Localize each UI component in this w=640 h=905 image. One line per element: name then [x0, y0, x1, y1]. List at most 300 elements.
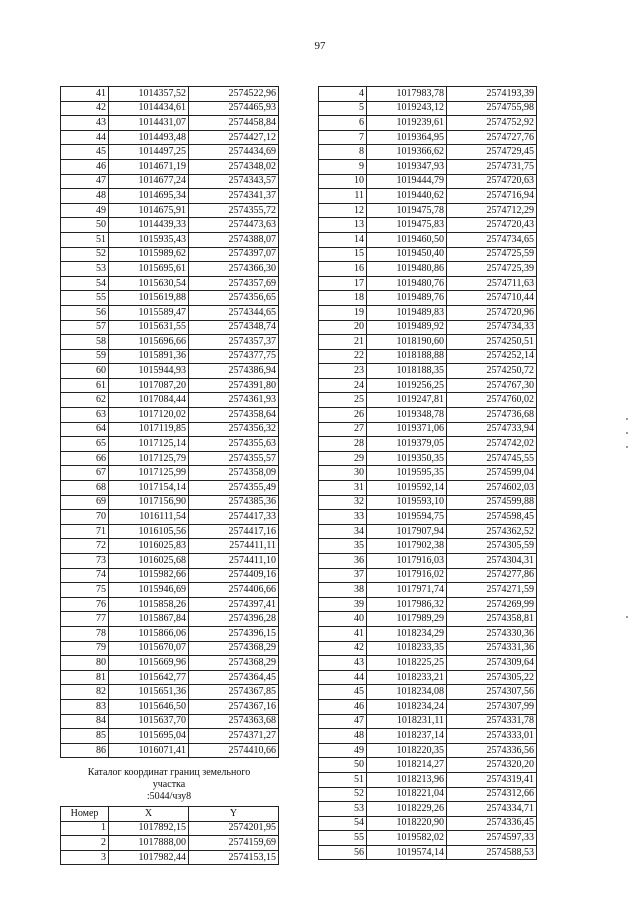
point-number: 66: [61, 451, 109, 466]
table-row: [319, 845, 537, 860]
point-number: 44: [319, 670, 367, 685]
y-coordinate: 2574367,16: [189, 699, 279, 714]
point-number: 8: [319, 145, 367, 160]
x-coordinate: 1015669,96: [109, 656, 189, 671]
x-coordinate: 1019594,75: [367, 510, 447, 525]
y-coordinate: 2574153,15: [189, 850, 279, 865]
point-number: 55: [61, 291, 109, 306]
point-number: 37: [319, 568, 367, 583]
x-coordinate: 1015589,47: [109, 305, 189, 320]
x-coordinate: 1016071,41: [109, 743, 189, 758]
x-coordinate: 1017983,78: [367, 87, 447, 102]
point-number: 40: [319, 612, 367, 627]
y-coordinate: 2574344,65: [189, 305, 279, 320]
y-coordinate: 2574250,72: [447, 364, 537, 379]
y-coordinate: 2574193,39: [447, 87, 537, 102]
margin-mark: [626, 418, 628, 420]
x-coordinate: 1018234,29: [367, 626, 447, 641]
y-coordinate: 2574330,36: [447, 626, 537, 641]
point-number: 80: [61, 656, 109, 671]
table-row: [319, 218, 537, 233]
point-number: 81: [61, 670, 109, 685]
x-coordinate: 1015946,69: [109, 583, 189, 598]
y-coordinate: 2574343,57: [189, 174, 279, 189]
table-row: [319, 583, 537, 598]
point-number: 70: [61, 510, 109, 525]
point-number: 49: [319, 743, 367, 758]
x-coordinate: 1018234,08: [367, 685, 447, 700]
y-coordinate: 2574598,45: [447, 510, 537, 525]
x-coordinate: 1019347,93: [367, 159, 447, 174]
point-number: 61: [61, 378, 109, 393]
y-coordinate: 2574159,69: [189, 836, 279, 851]
point-number: 58: [61, 335, 109, 350]
point-number: 54: [61, 276, 109, 291]
header-y: Y: [189, 807, 279, 822]
table-row: [319, 101, 537, 116]
y-coordinate: 2574434,69: [189, 145, 279, 160]
y-coordinate: 2574334,71: [447, 802, 537, 817]
point-number: 26: [319, 408, 367, 423]
table-row: [319, 758, 537, 773]
y-coordinate: 2574331,78: [447, 714, 537, 729]
point-number: 15: [319, 247, 367, 262]
point-number: 50: [319, 758, 367, 773]
point-number: 32: [319, 495, 367, 510]
y-coordinate: 2574304,31: [447, 554, 537, 569]
x-coordinate: 1014695,34: [109, 189, 189, 204]
x-coordinate: 1019440,62: [367, 189, 447, 204]
point-number: 69: [61, 495, 109, 510]
point-number: 48: [61, 189, 109, 204]
point-number: 42: [319, 641, 367, 656]
x-coordinate: 1019247,81: [367, 393, 447, 408]
x-coordinate: 1015944,93: [109, 364, 189, 379]
table-row: [319, 787, 537, 802]
x-coordinate: 1016025,68: [109, 554, 189, 569]
table-row: [61, 422, 279, 437]
catalog-caption: [60, 767, 278, 803]
y-coordinate: 2574356,32: [189, 422, 279, 437]
table-row: [61, 495, 279, 510]
point-number: 79: [61, 641, 109, 656]
y-coordinate: 2574409,16: [189, 568, 279, 583]
y-coordinate: 2574767,30: [447, 378, 537, 393]
x-coordinate: 1018220,35: [367, 743, 447, 758]
point-number: 76: [61, 597, 109, 612]
table-row: [319, 831, 537, 846]
x-coordinate: 1019379,05: [367, 437, 447, 452]
table-row: [61, 510, 279, 525]
point-number: 72: [61, 539, 109, 554]
point-number: 52: [61, 247, 109, 262]
x-coordinate: 1019480,86: [367, 262, 447, 277]
y-coordinate: 2574410,66: [189, 743, 279, 758]
point-number: 5: [319, 101, 367, 116]
x-coordinate: 1018188,35: [367, 364, 447, 379]
y-coordinate: 2574348,74: [189, 320, 279, 335]
y-coordinate: 2574599,04: [447, 466, 537, 481]
point-number: 16: [319, 262, 367, 277]
table-row: [319, 393, 537, 408]
x-coordinate: 1015989,62: [109, 247, 189, 262]
x-coordinate: 1014675,91: [109, 203, 189, 218]
point-number: 48: [319, 729, 367, 744]
page-number: 97: [314, 40, 326, 52]
point-number: 14: [319, 232, 367, 247]
table-row: [319, 276, 537, 291]
y-coordinate: 2574427,12: [189, 130, 279, 145]
table-row: [319, 743, 537, 758]
x-coordinate: 1017907,94: [367, 524, 447, 539]
table-row: [61, 305, 279, 320]
x-coordinate: 1018214,27: [367, 758, 447, 773]
y-coordinate: 2574397,41: [189, 597, 279, 612]
table-row: [319, 568, 537, 583]
table-row: [61, 378, 279, 393]
table-row: [319, 145, 537, 160]
table-row: [319, 729, 537, 744]
y-coordinate: 2574588,53: [447, 845, 537, 860]
table-row: [319, 670, 537, 685]
catalog-title-line1: Каталог координат границ земельного: [87, 767, 251, 778]
point-number: 33: [319, 510, 367, 525]
y-coordinate: 2574357,37: [189, 335, 279, 350]
point-number: 57: [61, 320, 109, 335]
point-number: 53: [61, 262, 109, 277]
table-row: [61, 524, 279, 539]
y-coordinate: 2574307,99: [447, 699, 537, 714]
y-coordinate: 2574458,84: [189, 116, 279, 131]
table-row: [61, 656, 279, 671]
table-row: [319, 451, 537, 466]
x-coordinate: 1014671,19: [109, 159, 189, 174]
x-coordinate: 1015630,54: [109, 276, 189, 291]
x-coordinate: 1018220,90: [367, 816, 447, 831]
x-coordinate: 1019348,78: [367, 408, 447, 423]
y-coordinate: 2574716,94: [447, 189, 537, 204]
y-coordinate: 2574355,49: [189, 481, 279, 496]
y-coordinate: 2574368,29: [189, 641, 279, 656]
x-coordinate: 1015696,66: [109, 335, 189, 350]
table-row: [61, 743, 279, 758]
table-row: [319, 481, 537, 496]
y-coordinate: 2574725,39: [447, 262, 537, 277]
y-coordinate: 2574312,66: [447, 787, 537, 802]
table-row: [61, 612, 279, 627]
x-coordinate: 1017888,00: [109, 836, 189, 851]
point-number: 25: [319, 393, 367, 408]
point-number: 46: [61, 159, 109, 174]
point-number: 64: [61, 422, 109, 437]
table-row: [319, 262, 537, 277]
point-number: 12: [319, 203, 367, 218]
point-number: 53: [319, 802, 367, 817]
table-row: [61, 451, 279, 466]
x-coordinate: 1019582,02: [367, 831, 447, 846]
x-coordinate: 1017989,29: [367, 612, 447, 627]
table-row: [61, 87, 279, 102]
table-row: [61, 641, 279, 656]
x-coordinate: 1018231,11: [367, 714, 447, 729]
x-coordinate: 1019350,35: [367, 451, 447, 466]
y-coordinate: 2574366,30: [189, 262, 279, 277]
point-number: 47: [319, 714, 367, 729]
y-coordinate: 2574522,96: [189, 87, 279, 102]
y-coordinate: 2574377,75: [189, 349, 279, 364]
y-coordinate: 2574733,94: [447, 422, 537, 437]
x-coordinate: 1014493,48: [109, 130, 189, 145]
x-coordinate: 1019489,83: [367, 305, 447, 320]
point-number: 56: [319, 845, 367, 860]
table-row: [319, 437, 537, 452]
table-row: [319, 554, 537, 569]
table-row: [61, 699, 279, 714]
table-row: [319, 349, 537, 364]
point-number: 4: [319, 87, 367, 102]
x-coordinate: 1015670,07: [109, 641, 189, 656]
y-coordinate: 2574725,59: [447, 247, 537, 262]
table-row: [319, 247, 537, 262]
point-number: 41: [61, 87, 109, 102]
x-coordinate: 1015651,36: [109, 685, 189, 700]
y-coordinate: 2574271,59: [447, 583, 537, 598]
point-number: 52: [319, 787, 367, 802]
y-coordinate: 2574331,36: [447, 641, 537, 656]
table-row: [319, 320, 537, 335]
y-coordinate: 2574391,80: [189, 378, 279, 393]
point-number: 13: [319, 218, 367, 233]
point-number: 44: [61, 130, 109, 145]
table-row: [319, 116, 537, 131]
x-coordinate: 1019593,10: [367, 495, 447, 510]
x-coordinate: 1018237,14: [367, 729, 447, 744]
point-number: 20: [319, 320, 367, 335]
y-coordinate: 2574358,64: [189, 408, 279, 423]
x-coordinate: 1019243,12: [367, 101, 447, 116]
y-coordinate: 2574386,94: [189, 364, 279, 379]
point-number: 46: [319, 699, 367, 714]
x-coordinate: 1015646,50: [109, 699, 189, 714]
x-coordinate: 1015866,06: [109, 626, 189, 641]
point-number: 50: [61, 218, 109, 233]
table-row: [61, 364, 279, 379]
table-row: [319, 189, 537, 204]
y-coordinate: 2574417,16: [189, 524, 279, 539]
y-coordinate: 2574305,22: [447, 670, 537, 685]
y-coordinate: 2574269,99: [447, 597, 537, 612]
table-row: [61, 466, 279, 481]
point-number: 47: [61, 174, 109, 189]
y-coordinate: 2574367,85: [189, 685, 279, 700]
point-number: 85: [61, 729, 109, 744]
point-number: 75: [61, 583, 109, 598]
point-number: 1: [61, 821, 109, 836]
y-coordinate: 2574319,41: [447, 772, 537, 787]
y-coordinate: 2574734,33: [447, 320, 537, 335]
point-number: 34: [319, 524, 367, 539]
point-number: 28: [319, 437, 367, 452]
point-number: 59: [61, 349, 109, 364]
table-row: [319, 772, 537, 787]
point-number: 9: [319, 159, 367, 174]
table-row: [319, 714, 537, 729]
x-coordinate: 1019371,06: [367, 422, 447, 437]
table-row: [61, 218, 279, 233]
table-row: [61, 159, 279, 174]
y-coordinate: 2574729,45: [447, 145, 537, 160]
table-header-row: [61, 807, 279, 822]
table-row: [319, 524, 537, 539]
table-row: [61, 262, 279, 277]
catalog-title-line2: участка: [152, 779, 186, 790]
y-coordinate: 2574368,29: [189, 656, 279, 671]
x-coordinate: 1018233,35: [367, 641, 447, 656]
table-row: [61, 583, 279, 598]
table-row: [61, 203, 279, 218]
x-coordinate: 1019444,79: [367, 174, 447, 189]
point-number: 41: [319, 626, 367, 641]
point-number: 11: [319, 189, 367, 204]
y-coordinate: 2574362,52: [447, 524, 537, 539]
x-coordinate: 1018190,60: [367, 335, 447, 350]
x-coordinate: 1019366,62: [367, 145, 447, 160]
table-row: [61, 174, 279, 189]
point-number: 45: [319, 685, 367, 700]
y-coordinate: 2574333,01: [447, 729, 537, 744]
y-coordinate: 2574363,68: [189, 714, 279, 729]
table-row: [319, 408, 537, 423]
y-coordinate: 2574357,69: [189, 276, 279, 291]
y-coordinate: 2574597,33: [447, 831, 537, 846]
margin-mark: [626, 446, 628, 448]
y-coordinate: 2574406,66: [189, 583, 279, 598]
point-number: 71: [61, 524, 109, 539]
y-coordinate: 2574720,96: [447, 305, 537, 320]
table-row: [319, 159, 537, 174]
y-coordinate: 2574361,93: [189, 393, 279, 408]
point-number: 51: [319, 772, 367, 787]
x-coordinate: 1019460,50: [367, 232, 447, 247]
point-number: 6: [319, 116, 367, 131]
table-row: [61, 145, 279, 160]
point-number: 77: [61, 612, 109, 627]
x-coordinate: 1016025,83: [109, 539, 189, 554]
y-coordinate: 2574720,43: [447, 218, 537, 233]
x-coordinate: 1018221,04: [367, 787, 447, 802]
table-row: [319, 656, 537, 671]
y-coordinate: 2574341,37: [189, 189, 279, 204]
x-coordinate: 1019595,35: [367, 466, 447, 481]
x-coordinate: 1019489,92: [367, 320, 447, 335]
y-coordinate: 2574742,02: [447, 437, 537, 452]
table-row: [319, 510, 537, 525]
point-number: 23: [319, 364, 367, 379]
table-row: [319, 291, 537, 306]
point-number: 38: [319, 583, 367, 598]
x-coordinate: 1019256,25: [367, 378, 447, 393]
point-number: 60: [61, 364, 109, 379]
table-row: [319, 203, 537, 218]
table-row: [61, 130, 279, 145]
point-number: 30: [319, 466, 367, 481]
coordinates-table-continued: [60, 86, 279, 758]
x-coordinate: 1014439,33: [109, 218, 189, 233]
table-row: [319, 87, 537, 102]
x-coordinate: 1019239,61: [367, 116, 447, 131]
point-number: 63: [61, 408, 109, 423]
x-coordinate: 1015695,04: [109, 729, 189, 744]
table-row: [319, 305, 537, 320]
y-coordinate: 2574356,65: [189, 291, 279, 306]
table-row: [319, 539, 537, 554]
point-number: 65: [61, 437, 109, 452]
table-row: [61, 481, 279, 496]
table-row: [319, 612, 537, 627]
header-number: Номер: [61, 807, 109, 822]
x-coordinate: 1019364,95: [367, 130, 447, 145]
x-coordinate: 1014357,52: [109, 87, 189, 102]
x-coordinate: 1018188,88: [367, 349, 447, 364]
x-coordinate: 1017120,02: [109, 408, 189, 423]
point-number: 82: [61, 685, 109, 700]
y-coordinate: 2574417,33: [189, 510, 279, 525]
x-coordinate: 1017986,32: [367, 597, 447, 612]
table-row: [319, 422, 537, 437]
y-coordinate: 2574411,11: [189, 539, 279, 554]
margin-mark: [626, 432, 628, 434]
table-row: [319, 466, 537, 481]
table-row: [61, 393, 279, 408]
x-coordinate: 1015891,36: [109, 349, 189, 364]
point-number: 55: [319, 831, 367, 846]
x-coordinate: 1018229,26: [367, 802, 447, 817]
table-row: [61, 291, 279, 306]
x-coordinate: 1017084,44: [109, 393, 189, 408]
x-coordinate: 1017892,15: [109, 821, 189, 836]
y-coordinate: 2574720,63: [447, 174, 537, 189]
y-coordinate: 2574348,02: [189, 159, 279, 174]
y-coordinate: 2574397,07: [189, 247, 279, 262]
x-coordinate: 1017154,14: [109, 481, 189, 496]
x-coordinate: 1017902,38: [367, 539, 447, 554]
point-number: 2: [61, 836, 109, 851]
x-coordinate: 1014434,61: [109, 101, 189, 116]
y-coordinate: 2574755,98: [447, 101, 537, 116]
x-coordinate: 1014497,25: [109, 145, 189, 160]
table-row: [319, 364, 537, 379]
point-number: 43: [61, 116, 109, 131]
x-coordinate: 1017125,99: [109, 466, 189, 481]
y-coordinate: 2574309,64: [447, 656, 537, 671]
table-row: [61, 320, 279, 335]
x-coordinate: 1015858,26: [109, 597, 189, 612]
y-coordinate: 2574277,86: [447, 568, 537, 583]
y-coordinate: 2574305,59: [447, 539, 537, 554]
point-number: 49: [61, 203, 109, 218]
point-number: 21: [319, 335, 367, 350]
point-number: 74: [61, 568, 109, 583]
x-coordinate: 1017087,20: [109, 378, 189, 393]
table-row: [61, 836, 279, 851]
table-row: [319, 641, 537, 656]
table-row: [61, 189, 279, 204]
x-coordinate: 1015637,70: [109, 714, 189, 729]
table-row: [319, 699, 537, 714]
x-coordinate: 1015935,43: [109, 232, 189, 247]
y-coordinate: 2574465,93: [189, 101, 279, 116]
x-coordinate: 1015642,77: [109, 670, 189, 685]
